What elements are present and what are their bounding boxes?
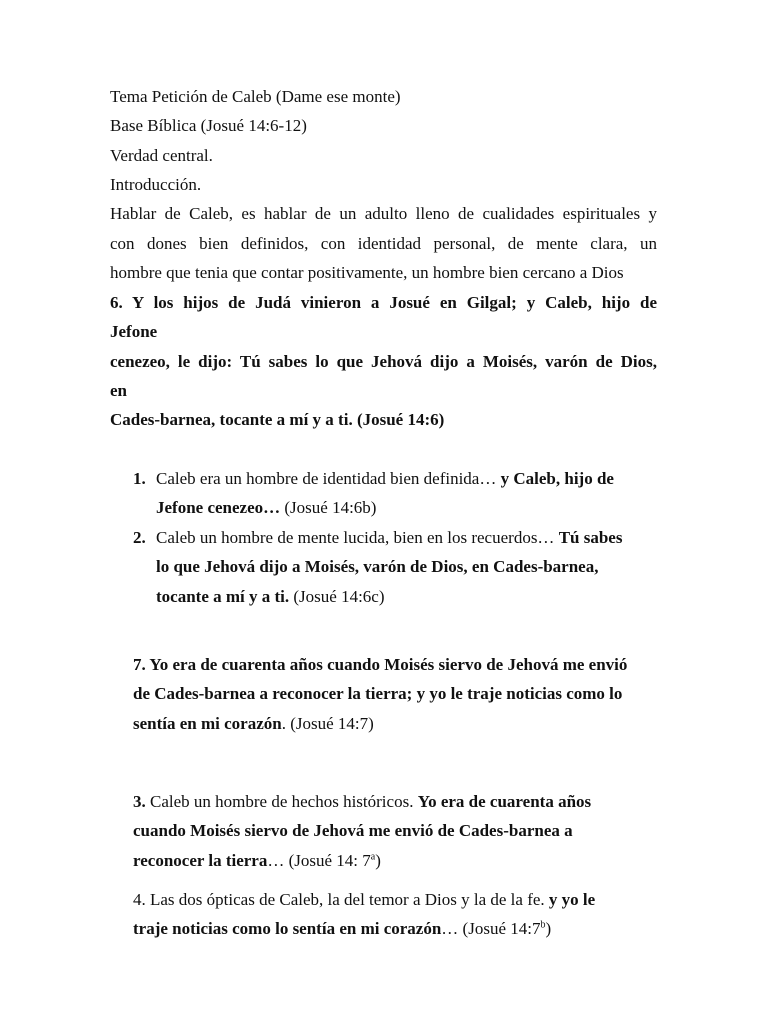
base-biblica-line: Base Bíblica (Josué 14:6-12)	[110, 116, 307, 135]
list-item-1-cont	[156, 498, 376, 518]
list-item-quote: traje noticias como lo sentía en mi corazón	[133, 919, 442, 938]
introduccion-heading: Introducción.	[110, 175, 202, 194]
verse-7-text: sentía en mi corazón	[133, 714, 282, 733]
verse-7-line: 7. Yo era de cuarenta años cuando Moisés siervo de Jehová me envió	[133, 655, 628, 674]
verse-6-line: en	[110, 381, 127, 400]
list-number: 2.	[133, 528, 146, 547]
list-item-text: Caleb un hombre de hechos históricos.	[145, 792, 418, 811]
intro-paragraph-line: hombre que tenia que contar positivamente, un hombre bien cercano a Dios	[110, 263, 624, 282]
list-item-quote: y Caleb, hijo de	[500, 469, 614, 488]
list-item-4	[133, 890, 595, 910]
list-item-1	[156, 469, 614, 489]
list-item-reference: (Josué 14:6b)	[280, 498, 377, 517]
intro-paragraph-line: Hablar de Caleb, es hablar de un adulto lleno de cualidades espirituales y	[110, 204, 657, 223]
superscript: b	[540, 919, 546, 931]
verse-6-line: cenezeo, le dijo: Tú sabes lo que Jehová dijo a Moisés, varón de Dios,	[110, 352, 657, 371]
topic-line: Tema Petición de Caleb (Dame ese monte)	[110, 87, 401, 106]
list-item-reference: (Josué 14:6c)	[289, 587, 385, 606]
list-item-3-cont	[133, 851, 381, 871]
superscript: a	[370, 851, 376, 863]
verdad-central-line: Verdad central.	[110, 146, 213, 165]
list-item-reference: )	[375, 851, 381, 870]
list-item-quote: Jefone cenezeo…	[156, 498, 281, 517]
list-item-2-cont	[156, 587, 385, 607]
intro-paragraph-line: con dones bien definidos, con identidad personal, de mente clara, un	[110, 234, 657, 253]
list-number: 1.	[133, 469, 146, 488]
list-item-3	[133, 792, 591, 812]
verse-6-line: Jefone	[110, 322, 158, 341]
list-item-text: Caleb un hombre de mente lucida, bien en los recuerdos…	[156, 528, 559, 547]
list-item-quote: lo que Jehová dijo a Moisés, varón de Dios, en Cades-barnea,	[156, 557, 599, 576]
list-item-reference: … (Josué 14: 7	[267, 851, 371, 870]
list-item-quote: Tú sabes	[558, 528, 623, 547]
list-item-text: Caleb era un hombre de identidad bien definida…	[156, 469, 501, 488]
list-item-reference: )	[545, 919, 552, 938]
list-item-quote: Yo era de cuarenta años	[417, 792, 592, 811]
verse-7-reference: . (Josué 14:7)	[281, 714, 374, 733]
list-item-quote: cuando Moisés siervo de Jehová me envió de Cades-barnea a	[133, 821, 573, 840]
list-item-quote: reconocer la tierra	[133, 851, 268, 870]
verse-7-line: de Cades-barnea a reconocer la tierra; y yo le traje noticias como lo	[133, 684, 623, 703]
list-item-4-cont	[133, 919, 551, 939]
list-item-quote: y yo le	[548, 890, 596, 909]
verse-6-line: 6. Y los hijos de Judá vinieron a Josué en Gilgal; y Caleb, hijo de	[110, 293, 657, 312]
list-item-2	[156, 528, 622, 548]
list-item-reference: … (Josué 14:7	[441, 919, 541, 938]
verse-6-line: Cades-barnea, tocante a mí y a ti. (Josué 14:6)	[110, 410, 445, 429]
list-number: 3.	[133, 792, 146, 811]
list-item-text: 4. Las dos ópticas de Caleb, la del temor a Dios y la de la fe.	[133, 890, 549, 909]
list-item-quote: tocante a mí y a ti.	[156, 587, 290, 606]
verse-7-line	[133, 714, 374, 734]
